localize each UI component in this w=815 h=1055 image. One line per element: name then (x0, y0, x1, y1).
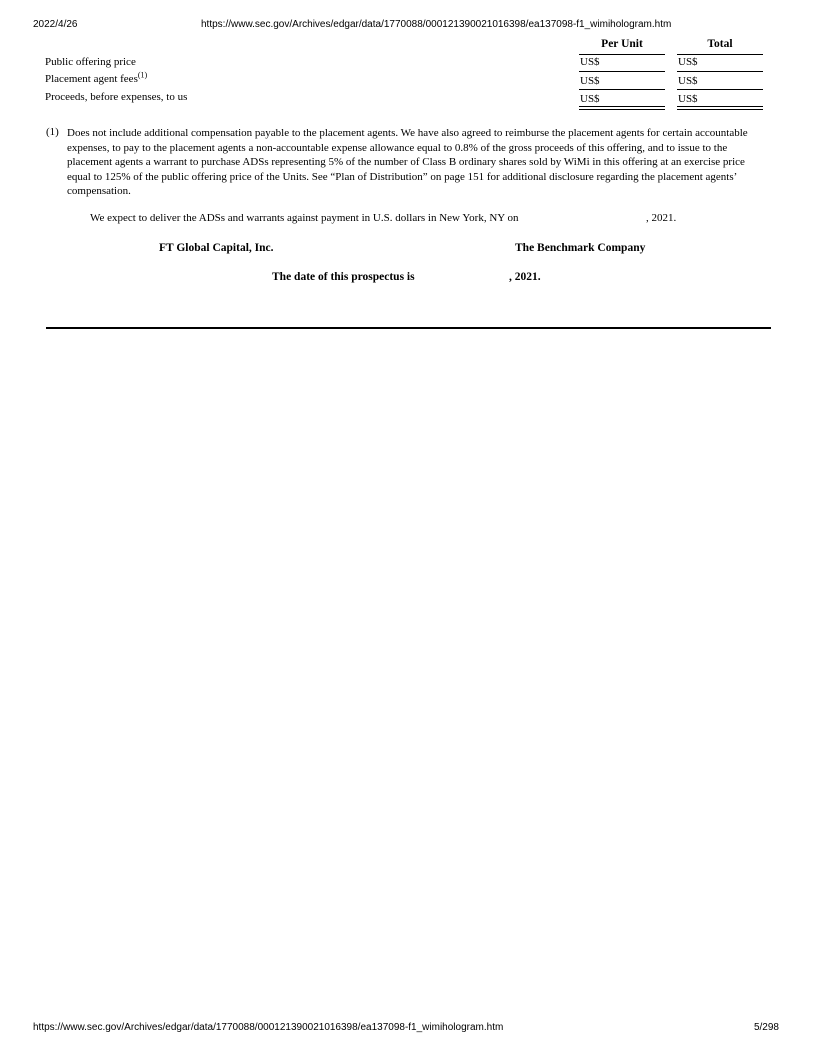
header-rule-total (677, 54, 763, 55)
column-header-per-unit: Per Unit (601, 38, 643, 50)
footnote-text: Does not include additional compensation payable to the placement agents. We have also agreed to reimburse the placement agents for certain accountable expenses, to pay to the placement agents a non-accountable expense allowance equal to 0.8% of the gross proceeds of this offering, and to issue to the placement agents a warrant to purchase ADSs representing 5% of the number of Class B ordinary shares sold by WiMi in this offering at an exercise price equal to 125% of the public offering price of the Units. See “Plan of Distribution” on page 151 for additional disclosure regarding the placement agents’ compensation. (67, 127, 748, 198)
print-header-url: https://www.sec.gov/Archives/edgar/data/1770088/000121390021016398/ea137098-f1_wimihologram.htm (201, 19, 672, 30)
cell-per-unit: US$ (580, 75, 600, 87)
header-rule-per-unit (579, 54, 665, 55)
prospectus-date-label: The date of this prospectus is (272, 271, 415, 283)
print-footer-url: https://www.sec.gov/Archives/edgar/data/1770088/000121390021016398/ea137098-f1_wimihologram.htm (33, 1022, 504, 1033)
print-date: 2022/4/26 (33, 19, 78, 30)
footnote-reference: (1) (137, 70, 148, 80)
cell-total: US$ (678, 75, 698, 87)
column-header-total: Total (707, 38, 733, 50)
row-label-text: Proceeds, before expenses, to us (45, 91, 188, 103)
row-rule (677, 89, 763, 90)
row-label-text: Public offering price (45, 56, 136, 68)
double-rule (677, 106, 763, 110)
double-rule (579, 106, 665, 110)
row-rule (677, 71, 763, 72)
prospectus-date-year: , 2021. (509, 271, 541, 283)
row-rule (579, 89, 665, 90)
placement-agent-ft-global: FT Global Capital, Inc. (159, 242, 274, 254)
row-rule (579, 71, 665, 72)
row-label-proceeds (45, 91, 187, 103)
cell-total: US$ (678, 56, 698, 68)
footnote-marker: (1) (46, 126, 59, 138)
cell-total: US$ (678, 93, 698, 105)
page-number: 5/298 (753, 1022, 779, 1033)
cell-per-unit: US$ (580, 56, 600, 68)
row-label-placement-agent-fees (45, 70, 148, 85)
page-divider (46, 327, 771, 329)
placement-agent-benchmark: The Benchmark Company (515, 242, 646, 254)
cell-per-unit: US$ (580, 93, 600, 105)
row-label-public-offering-price (45, 56, 136, 68)
delivery-year: , 2021. (646, 212, 677, 224)
delivery-statement: We expect to deliver the ADSs and warrants against payment in U.S. dollars in New York, NY on (90, 212, 519, 224)
row-label-text: Placement agent fees (45, 73, 138, 85)
